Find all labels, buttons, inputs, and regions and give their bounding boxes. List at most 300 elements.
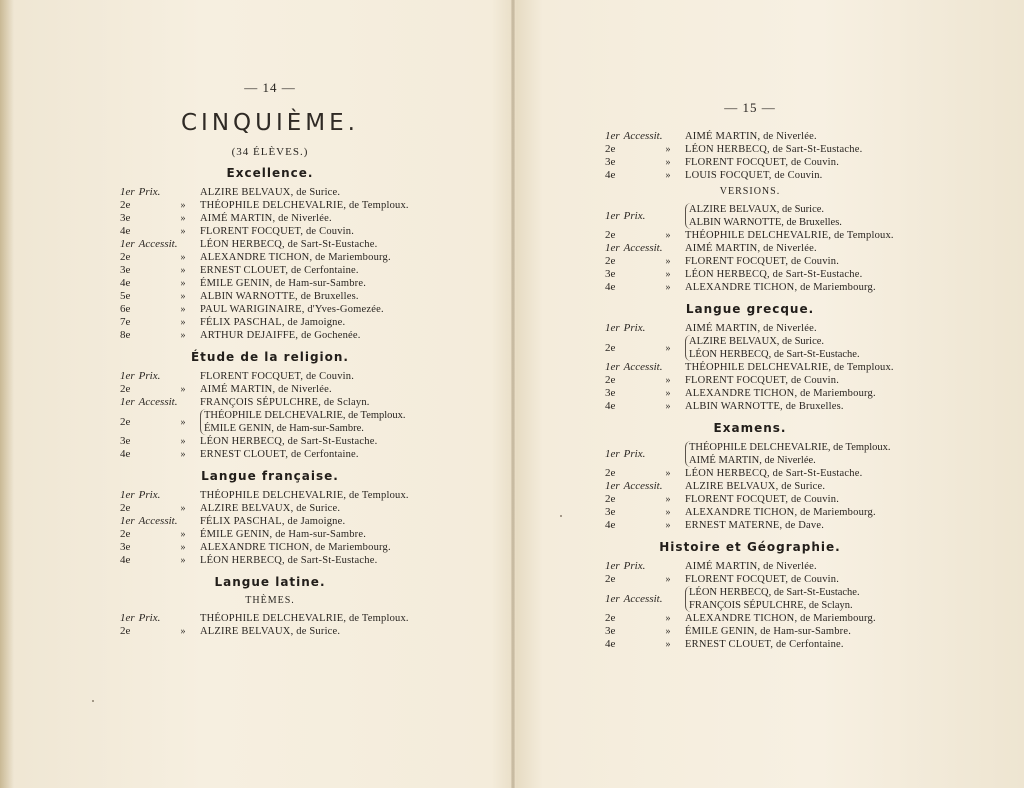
rank-label — [605, 612, 651, 625]
rank-number: 3e — [120, 541, 131, 553]
ditto-mark: » — [665, 144, 671, 155]
rank-number: 4e — [120, 448, 131, 460]
prize-rank — [120, 290, 200, 303]
prize-rank — [120, 541, 200, 554]
rank-label — [120, 251, 166, 264]
prize-rank — [120, 303, 200, 316]
rank-number: 3e — [605, 506, 616, 518]
prize-kind: Prix. — [623, 209, 646, 222]
prize-kind: Prix. — [138, 489, 161, 501]
prize-entry — [120, 409, 420, 435]
prize-entry — [120, 554, 420, 567]
student-name-wrap — [685, 400, 895, 413]
prize-entry — [605, 400, 895, 413]
prize-entry — [605, 143, 895, 156]
prize-entry — [605, 625, 895, 638]
rank-label — [605, 387, 651, 400]
prize-kind: Accessit. — [623, 361, 663, 373]
prize-rank — [120, 238, 200, 251]
student-name: ALZIRE BELVAUX, de Surice. — [689, 204, 825, 215]
student-name-wrap — [685, 169, 895, 182]
ditto-mark: » — [665, 613, 671, 624]
rank-label — [120, 316, 166, 329]
student-name: THÉOPHILE DELCHEVALRIE, de Temploux. — [200, 200, 409, 211]
prize-rank — [605, 506, 685, 519]
student-name-wrap — [685, 560, 895, 573]
prize-rank — [605, 210, 685, 223]
student-name-wrap — [200, 625, 420, 638]
rank-number: 1er — [120, 370, 135, 382]
student-name-wrap — [200, 489, 420, 502]
rank-label — [120, 212, 166, 225]
prize-entry — [120, 489, 420, 502]
student-name: FLORENT FOCQUET, de Couvin. — [685, 256, 840, 267]
student-name: AIMÉ MARTIN, de Niverlée. — [685, 243, 817, 254]
prize-kind: Accessit. — [138, 238, 178, 250]
student-name-wrap — [685, 130, 895, 143]
ditto-mark: » — [665, 507, 671, 518]
rank-number: 4e — [605, 638, 616, 650]
rank-label — [605, 342, 651, 355]
prize-rank — [120, 370, 200, 383]
student-name-wrap — [200, 515, 420, 528]
prize-entry — [120, 225, 420, 238]
section-subtitle: THÈMES. — [245, 595, 295, 606]
prize-rank — [605, 612, 685, 625]
student-name: THÉOPHILE DELCHEVALRIE, de Temploux. — [200, 613, 409, 624]
student-name: ALEXANDRE TICHON, de Mariembourg. — [685, 282, 876, 293]
student-name: LÉON HERBECQ, de Sart-St-Eustache. — [200, 239, 378, 250]
rank-number: 3e — [605, 387, 616, 399]
student-name-wrap — [200, 277, 420, 290]
page-number-right: — 15 — — [724, 100, 776, 115]
ditto-mark: » — [665, 157, 671, 168]
rank-label — [120, 383, 166, 396]
rank-label — [605, 281, 651, 294]
student-name-wrap — [200, 303, 420, 316]
student-name: FLORENT FOCQUET, de Couvin. — [685, 375, 840, 386]
prize-rank — [605, 573, 685, 586]
rank-number: 1er — [605, 130, 620, 142]
ditto-mark: » — [665, 170, 671, 181]
student-name-wrap — [685, 387, 895, 400]
rank-label — [605, 400, 651, 413]
prize-entry — [605, 480, 895, 493]
prize-rank — [605, 156, 685, 169]
student-name: ARTHUR DEJAIFFE, de Gochenée. — [200, 330, 361, 341]
rank-number: 1er — [605, 209, 620, 222]
ditto-mark: » — [180, 226, 186, 237]
ditto-mark: » — [665, 388, 671, 399]
prize-entry — [605, 586, 895, 612]
paper-speck — [560, 515, 562, 517]
student-name: THÉOPHILE DELCHEVALRIE, de Temploux. — [200, 490, 409, 501]
ditto-mark: » — [665, 574, 671, 585]
prize-rank — [120, 489, 200, 502]
student-name-wrap — [685, 480, 895, 493]
rank-label — [120, 199, 166, 212]
prize-entry — [605, 638, 895, 651]
section-title: Langue grecque. — [685, 302, 815, 316]
rank-number: 1er — [605, 242, 620, 254]
ditto-mark: » — [665, 494, 671, 505]
prize-entry — [605, 519, 895, 532]
prize-entry — [120, 515, 420, 528]
rank-label — [605, 560, 651, 573]
prize-rank — [120, 186, 200, 199]
prize-kind: Accessit. — [623, 480, 663, 492]
prize-kind: Accessit. — [623, 242, 663, 254]
prize-entry — [120, 277, 420, 290]
rank-label — [120, 396, 200, 409]
rank-number: 5e — [120, 290, 131, 302]
student-name: ALBIN WARNOTTE, de Bruxelles. — [685, 401, 844, 412]
prize-rank — [605, 342, 685, 355]
student-name: ALEXANDRE TICHON, de Mariembourg. — [200, 252, 391, 263]
prize-entry — [605, 560, 895, 573]
rank-label — [120, 303, 166, 316]
ditto-mark: » — [665, 230, 671, 241]
rank-label — [120, 448, 166, 461]
student-name-wrap — [200, 238, 420, 251]
tied-names — [685, 335, 895, 361]
prize-entry — [605, 361, 895, 374]
rank-label — [120, 186, 166, 199]
rank-number: 3e — [605, 625, 616, 637]
rank-label — [605, 625, 651, 638]
student-name-wrap — [200, 396, 420, 409]
rank-label — [605, 268, 651, 281]
book-gutter — [511, 0, 515, 788]
rank-number: 2e — [605, 143, 616, 155]
student-name: ALEXANDRE TICHON, de Mariembourg. — [685, 388, 876, 399]
student-name: LÉON HERBECQ, de Sart-St-Eustache. — [689, 587, 860, 598]
student-name: AIMÉ MARTIN, de Niverlée. — [685, 323, 817, 334]
student-name: ALBIN WARNOTTE, de Bruxelles. — [689, 217, 842, 228]
ditto-mark: » — [180, 278, 186, 289]
rank-label — [120, 489, 166, 502]
prize-entry — [605, 506, 895, 519]
student-name: FÉLIX PASCHAL, de Jamoigne. — [200, 317, 346, 328]
student-name-wrap — [685, 374, 895, 387]
rank-number: 2e — [120, 415, 131, 428]
prize-entry — [605, 335, 895, 361]
prize-rank — [605, 593, 685, 606]
prize-rank — [120, 396, 200, 409]
rank-number: 1er — [605, 361, 620, 373]
rank-number: 2e — [120, 502, 131, 514]
student-name: AIMÉ MARTIN, de Niverlée. — [200, 213, 332, 224]
prize-rank — [605, 255, 685, 268]
student-name-wrap — [200, 541, 420, 554]
ditto-mark: » — [665, 626, 671, 637]
rank-number: 2e — [120, 625, 131, 637]
prize-entry — [605, 255, 895, 268]
prize-rank — [605, 242, 685, 255]
prize-entry — [605, 612, 895, 625]
rank-label — [120, 329, 166, 342]
ditto-mark: » — [665, 375, 671, 386]
student-name: ÉMILE GENIN, de Ham-sur-Sambre. — [204, 423, 364, 434]
section-title: Langue française. — [201, 469, 339, 483]
rank-number: 1er — [120, 186, 135, 198]
prize-entry — [605, 493, 895, 506]
prize-rank — [120, 199, 200, 212]
rank-number: 1er — [605, 322, 620, 334]
prize-section — [605, 540, 895, 651]
rank-number: 1er — [120, 515, 135, 527]
prize-rank — [605, 519, 685, 532]
student-name-wrap — [200, 612, 420, 625]
rank-label — [605, 480, 685, 493]
student-name: LÉON HERBECQ, de Sart-St-Eustache. — [685, 468, 863, 479]
prize-entry — [605, 467, 895, 480]
rank-number: 7e — [120, 316, 131, 328]
rank-number: 2e — [120, 199, 131, 211]
student-name: AIMÉ MARTIN, de Niverlée. — [685, 561, 817, 572]
prize-rank — [120, 225, 200, 238]
student-name-wrap — [685, 573, 895, 586]
student-name: ÉMILE GENIN, de Ham-sur-Sambre. — [200, 529, 367, 540]
rank-number: 1er — [120, 238, 135, 250]
prize-rank — [605, 493, 685, 506]
prize-kind: Prix. — [623, 447, 646, 460]
prize-entry — [605, 281, 895, 294]
rank-number: 1er — [605, 480, 620, 492]
prize-section — [605, 302, 895, 413]
rank-label — [605, 467, 651, 480]
student-name-wrap — [685, 493, 895, 506]
prize-rank — [605, 400, 685, 413]
rank-label — [120, 541, 166, 554]
student-name: LÉON HERBECQ, de Sart-St-Eustache. — [685, 269, 863, 280]
prize-entry — [605, 169, 895, 182]
student-name-wrap — [200, 435, 420, 448]
rank-label — [120, 277, 166, 290]
student-name-wrap — [685, 612, 895, 625]
student-name: FRANÇOIS SÉPULCHRE, de Sclayn. — [689, 600, 853, 611]
prize-rank — [120, 277, 200, 290]
rank-number: 3e — [120, 435, 131, 447]
student-name-wrap — [685, 638, 895, 651]
student-name: LÉON HERBECQ, de Sart-St-Eustache. — [689, 349, 860, 360]
page-number-left: — 14 — — [244, 80, 296, 95]
rank-number: 4e — [120, 554, 131, 566]
rank-number: 1er — [120, 396, 135, 408]
student-name: FRANÇOIS SÉPULCHRE, de Sclayn. — [200, 397, 370, 408]
right-page — [605, 0, 895, 788]
rank-label — [120, 264, 166, 277]
student-name-wrap — [685, 625, 895, 638]
prize-entry — [605, 203, 895, 229]
student-name: THÉOPHILE DELCHEVALRIE, de Temploux. — [685, 362, 894, 373]
rank-number: 1er — [120, 612, 135, 624]
rank-label — [605, 448, 651, 461]
rank-label — [120, 612, 166, 625]
rank-number: 4e — [120, 277, 131, 289]
rank-label — [605, 322, 651, 335]
prize-entry — [605, 130, 895, 143]
rank-label — [605, 593, 685, 606]
prize-rank — [605, 480, 685, 493]
student-name-wrap — [685, 506, 895, 519]
prize-rank — [605, 361, 685, 374]
rank-number: 2e — [605, 493, 616, 505]
ditto-mark: » — [665, 520, 671, 531]
student-name-wrap — [200, 554, 420, 567]
prize-rank — [605, 143, 685, 156]
prize-entry — [120, 541, 420, 554]
ditto-mark: » — [180, 555, 186, 566]
rank-number: 1er — [120, 489, 135, 501]
student-name: FLORENT FOCQUET, de Couvin. — [685, 157, 840, 168]
prize-entry — [120, 303, 420, 316]
rank-number: 4e — [605, 169, 616, 181]
prize-entry — [605, 156, 895, 169]
student-name: ERNEST CLOUET, de Cerfontaine. — [685, 639, 844, 650]
student-name: THÉOPHILE DELCHEVALRIE, de Temploux. — [689, 442, 891, 453]
student-name-wrap — [200, 370, 420, 383]
prize-entry — [605, 229, 895, 242]
right-sections — [605, 130, 895, 651]
student-name-wrap — [200, 383, 420, 396]
prize-entry — [120, 251, 420, 264]
page-edge — [0, 0, 14, 788]
prize-entry — [120, 502, 420, 515]
rank-number: 4e — [120, 225, 131, 237]
student-name-wrap — [200, 528, 420, 541]
prize-entry — [120, 370, 420, 383]
student-name: AIMÉ MARTIN, de Niverlée. — [689, 455, 816, 466]
ditto-mark: » — [180, 304, 186, 315]
ditto-mark: » — [180, 416, 186, 428]
rank-label — [605, 374, 651, 387]
rank-label — [120, 502, 166, 515]
prize-kind: Prix. — [623, 560, 646, 572]
rank-label — [120, 416, 166, 429]
student-name: ALEXANDRE TICHON, de Mariembourg. — [685, 507, 876, 518]
rank-label — [605, 506, 651, 519]
prize-entry — [605, 387, 895, 400]
student-name-wrap — [685, 519, 895, 532]
section-title: Étude de la religion. — [190, 350, 349, 364]
ditto-mark: » — [180, 503, 186, 514]
ditto-mark: » — [665, 639, 671, 650]
rank-number: 3e — [605, 156, 616, 168]
ditto-mark: » — [665, 269, 671, 280]
prize-rank — [120, 448, 200, 461]
ditto-mark: » — [180, 200, 186, 211]
ditto-mark: » — [665, 468, 671, 479]
student-name: LÉON HERBECQ, de Sart-St-Eustache. — [200, 436, 378, 447]
prize-kind: Prix. — [623, 322, 646, 334]
prize-entry — [120, 396, 420, 409]
ditto-mark: » — [180, 330, 186, 341]
prize-rank — [120, 435, 200, 448]
prize-rank — [605, 281, 685, 294]
section-title: Excellence. — [226, 166, 314, 180]
prize-rank — [120, 612, 200, 625]
prize-entry — [120, 329, 420, 342]
tied-names — [685, 203, 895, 229]
rank-number: 2e — [605, 229, 616, 241]
prize-entry — [120, 448, 420, 461]
prize-entry — [120, 612, 420, 625]
student-name-wrap — [200, 212, 420, 225]
student-name-wrap — [685, 467, 895, 480]
tied-names — [685, 586, 895, 612]
student-name-wrap — [685, 361, 895, 374]
rank-label — [605, 255, 651, 268]
rank-label — [605, 638, 651, 651]
student-name-wrap — [685, 268, 895, 281]
student-name-wrap — [200, 251, 420, 264]
rank-number: 3e — [120, 212, 131, 224]
student-name: ALZIRE BELVAUX, de Surice. — [685, 481, 826, 492]
rank-label — [120, 515, 200, 528]
rank-number: 8e — [120, 329, 131, 341]
prize-entry — [120, 290, 420, 303]
rank-number: 2e — [120, 383, 131, 395]
student-name-wrap — [685, 143, 895, 156]
ditto-mark: » — [180, 213, 186, 224]
rank-label — [605, 361, 685, 374]
rank-label — [605, 210, 651, 223]
rank-label — [605, 156, 651, 169]
ditto-mark: » — [180, 626, 186, 637]
prize-entry — [120, 528, 420, 541]
prize-entry — [605, 441, 895, 467]
rank-number: 2e — [120, 251, 131, 263]
prize-rank — [605, 638, 685, 651]
rank-number: 1er — [605, 447, 620, 460]
rank-number: 1er — [605, 592, 620, 605]
prize-rank — [605, 448, 685, 461]
left-sections — [120, 166, 420, 638]
prize-rank — [120, 316, 200, 329]
prize-section — [120, 575, 420, 638]
prize-rank — [120, 383, 200, 396]
rank-label — [120, 528, 166, 541]
ditto-mark: » — [665, 401, 671, 412]
tied-names — [200, 409, 420, 435]
prize-rank — [120, 625, 200, 638]
student-name: PAUL WARIGINAIRE, d'Yves-Gomezée. — [200, 304, 384, 315]
rank-label — [120, 435, 166, 448]
rank-number: 2e — [605, 573, 616, 585]
student-name: ÉMILE GENIN, de Ham-sur-Sambre. — [200, 278, 367, 289]
prize-kind: Prix. — [138, 186, 161, 198]
rank-label — [605, 130, 685, 143]
prize-rank — [605, 374, 685, 387]
prize-rank — [605, 387, 685, 400]
student-name-wrap — [685, 229, 895, 242]
ditto-mark: » — [180, 436, 186, 447]
student-name-wrap — [200, 502, 420, 515]
section-title: Examens. — [713, 421, 787, 435]
prize-kind: Accessit. — [623, 592, 663, 605]
student-name: FLORENT FOCQUET, de Couvin. — [200, 226, 355, 237]
prize-section — [120, 350, 420, 461]
prize-rank — [605, 268, 685, 281]
rank-label — [120, 625, 166, 638]
rank-label — [605, 493, 651, 506]
student-name-wrap — [200, 199, 420, 212]
prize-entry — [120, 625, 420, 638]
rank-number: 4e — [605, 519, 616, 531]
prize-entry — [120, 435, 420, 448]
prize-kind: Prix. — [138, 612, 161, 624]
